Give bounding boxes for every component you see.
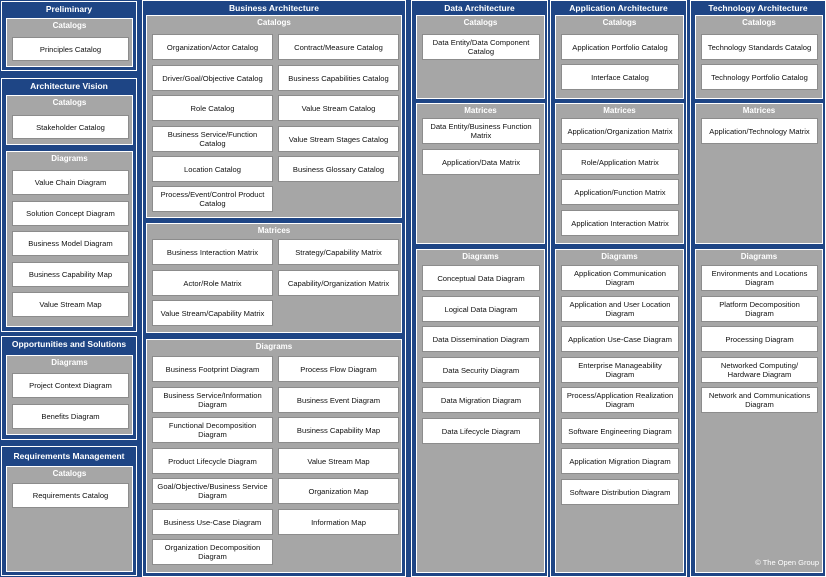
artifact-stakeholder-catalog: Stakeholder Catalog — [12, 115, 129, 139]
artifact-requirements-catalog: Requirements Catalog — [12, 483, 129, 508]
section-title: Matrices — [257, 226, 291, 235]
section-technology-matrices — [695, 103, 823, 244]
artifact-strategy-capability-matrix: Strategy/Capability Matrix — [278, 239, 399, 265]
section-title: Diagrams — [51, 154, 88, 163]
panel-architecture-vision — [1, 78, 137, 332]
section-title: Catalogs — [742, 18, 776, 27]
artifact-business-interaction-matrix: Business Interaction Matrix — [152, 239, 273, 265]
artifact-value-stream-capability-matrix: Value Stream/Capability Matrix — [152, 300, 273, 326]
panel-preliminary — [1, 1, 137, 71]
panel-title-data-architecture: Data Architecture — [444, 3, 515, 13]
artifact-data-entity-business-function-matrix: Data Entity/Business Function Matrix — [422, 118, 540, 144]
artifact-application-function-matrix: Application/Function Matrix — [561, 179, 679, 205]
artifact-value-stream-stages-catalog: Value Stream Stages Catalog — [278, 126, 399, 152]
artifact-business-service-function-catalog: Business Service/Function Catalog — [152, 126, 273, 152]
artifact-software-engineering-diagram: Software Engineering Diagram — [561, 418, 679, 444]
artifact-network-communications-diagram: Network and Communications Diagram — [701, 387, 818, 413]
artifact-platform-decomposition-diagram: Platform Decomposition Diagram — [701, 296, 818, 322]
panel-data-architecture — [411, 0, 548, 577]
artifact-application-technology-matrix: Application/Technology Matrix — [701, 118, 818, 144]
panel-technology-architecture — [690, 0, 826, 577]
artifact-project-context-diagram: Project Context Diagram — [12, 373, 129, 398]
section-title: Matrices — [464, 106, 497, 115]
panel-title-architecture-vision: Architecture Vision — [30, 81, 108, 91]
artifact-environments-locations-diagram: Environments and Locations Diagram — [701, 265, 818, 291]
artifact-interface-catalog: Interface Catalog — [561, 64, 679, 90]
section-title: Catalogs — [463, 18, 498, 27]
artifact-location-catalog: Location Catalog — [152, 156, 273, 182]
artifact-process-application-realization-diagram: Process/Application Realization Diagram — [561, 387, 679, 413]
section-technology-diagrams — [695, 249, 823, 573]
artifact-organization-decomposition-diagram: Organization Decomposition Diagram — [152, 539, 273, 565]
section-vision-catalogs — [6, 95, 133, 145]
panel-title-technology-architecture: Technology Architecture — [708, 3, 808, 13]
artifact-principles-catalog: Principles Catalog — [12, 37, 129, 61]
artifact-application-portfolio-catalog: Application Portfolio Catalog — [561, 34, 679, 60]
artifact-networked-computing-hardware-diagram: Networked Computing/ Hardware Diagram — [701, 357, 818, 383]
panel-title-opportunities-solutions: Opportunities and Solutions — [11, 339, 127, 349]
artifact-conceptual-data-diagram: Conceptual Data Diagram — [422, 265, 540, 291]
section-application-matrices — [555, 103, 684, 244]
artifact-goal-objective-business-service-diagram: Goal/Objective/Business Service Diagram — [152, 478, 273, 504]
artifact-application-use-case-diagram: Application Use-Case Diagram — [561, 326, 679, 352]
section-vision-diagrams — [6, 151, 133, 327]
section-business-diagrams — [146, 339, 402, 573]
artifact-driver-goal-objective-catalog: Driver/Goal/Objective Catalog — [152, 65, 273, 91]
artifact-data-entity-data-component-catalog: Data Entity/Data Component Catalog — [422, 34, 540, 60]
artifact-processing-diagram: Processing Diagram — [701, 326, 818, 352]
artifact-application-migration-diagram: Application Migration Diagram — [561, 448, 679, 474]
artifact-business-capabilities-catalog: Business Capabilities Catalog — [278, 65, 399, 91]
panel-title-preliminary: Preliminary — [45, 4, 93, 14]
artifact-value-stream-catalog: Value Stream Catalog — [278, 95, 399, 121]
artifact-application-interaction-matrix: Application Interaction Matrix — [561, 210, 679, 236]
artifact-organization-map: Organization Map — [278, 478, 399, 504]
artifact-organization-actor-catalog: Organization/Actor Catalog — [152, 34, 273, 60]
artifact-data-migration-diagram: Data Migration Diagram — [422, 387, 540, 413]
section-data-catalogs — [416, 15, 545, 99]
artifact-role-application-matrix: Role/Application Matrix — [561, 149, 679, 175]
section-title: Diagrams — [51, 358, 88, 367]
artifact-business-model-diagram: Business Model Diagram — [12, 231, 129, 256]
section-title: Catalogs — [52, 21, 87, 30]
artifact-technology-standards-catalog: Technology Standards Catalog — [701, 34, 818, 60]
artifact-enterprise-manageability-diagram: Enterprise Manageability Diagram — [561, 357, 679, 383]
artifact-technology-portfolio-catalog: Technology Portfolio Catalog — [701, 64, 818, 90]
section-title: Diagrams — [740, 252, 778, 261]
artifact-contract-measure-catalog: Contract/Measure Catalog — [278, 34, 399, 60]
section-technology-catalogs — [695, 15, 823, 99]
section-application-diagrams — [555, 249, 684, 573]
section-opportunities-diagrams — [6, 355, 133, 435]
panel-opportunities-solutions — [1, 336, 137, 440]
panel-title-business-architecture: Business Architecture — [229, 3, 319, 13]
artifact-application-organization-matrix: Application/Organization Matrix — [561, 118, 679, 144]
artifact-business-glossary-catalog: Business Glossary Catalog — [278, 156, 399, 182]
section-preliminary-catalogs — [6, 18, 133, 67]
artifact-business-service-information-diagram: Business Service/Information Diagram — [152, 387, 273, 413]
artifact-solution-concept-diagram: Solution Concept Diagram — [12, 201, 129, 226]
artifact-business-use-case-diagram: Business Use-Case Diagram — [152, 509, 273, 535]
artifact-product-lifecycle-diagram: Product Lifecycle Diagram — [152, 448, 273, 474]
artifact-value-stream-map: Value Stream Map — [12, 292, 129, 317]
section-business-matrices — [146, 223, 402, 333]
section-title: Catalogs — [257, 18, 291, 27]
section-data-diagrams — [416, 249, 545, 573]
section-title: Catalogs — [52, 469, 87, 478]
section-application-catalogs — [555, 15, 684, 99]
panel-title-application-architecture: Application Architecture — [569, 3, 668, 13]
artifact-business-event-diagram: Business Event Diagram — [278, 387, 399, 413]
section-title: Diagrams — [462, 252, 499, 261]
artifact-role-catalog: Role Catalog — [152, 95, 273, 121]
section-title: Diagrams — [601, 252, 638, 261]
section-data-matrices — [416, 103, 545, 244]
artifact-application-data-matrix: Application/Data Matrix — [422, 149, 540, 175]
artifact-business-footprint-diagram: Business Footprint Diagram — [152, 356, 273, 382]
artifact-functional-decomposition-diagram: Functional Decomposition Diagram — [152, 417, 273, 443]
artifact-data-lifecycle-diagram: Data Lifecycle Diagram — [422, 418, 540, 444]
section-title: Matrices — [742, 106, 776, 115]
section-title: Diagrams — [255, 342, 293, 351]
artifact-software-distribution-diagram: Software Distribution Diagram — [561, 479, 679, 505]
artifact-business-capability-map: Business Capability Map — [12, 262, 129, 287]
panel-application-architecture — [550, 0, 687, 577]
artifact-business-capability-map: Business Capability Map — [278, 417, 399, 443]
panel-title-requirements-management: Requirements Management — [13, 451, 125, 461]
section-title: Catalogs — [602, 18, 637, 27]
artifact-value-chain-diagram: Value Chain Diagram — [12, 170, 129, 195]
panel-business-architecture — [142, 0, 406, 577]
artifact-benefits-diagram: Benefits Diagram — [12, 404, 129, 429]
section-title: Catalogs — [52, 98, 87, 107]
panel-requirements-management — [1, 446, 137, 576]
section-business-catalogs — [146, 15, 402, 218]
artifact-application-user-location-diagram: Application and User Location Diagram — [561, 296, 679, 322]
artifact-process-event-control-product-catalog: Process/Event/Control Product Catalog — [152, 186, 273, 212]
artifact-data-dissemination-diagram: Data Dissemination Diagram — [422, 326, 540, 352]
section-title: Matrices — [603, 106, 636, 115]
section-requirements-catalogs — [6, 466, 133, 572]
artifact-value-stream-map: Value Stream Map — [278, 448, 399, 474]
artifact-process-flow-diagram: Process Flow Diagram — [278, 356, 399, 382]
artifact-actor-role-matrix: Actor/Role Matrix — [152, 270, 273, 296]
copyright-notice: © The Open Group — [755, 558, 819, 567]
artifact-data-security-diagram: Data Security Diagram — [422, 357, 540, 383]
artifact-logical-data-diagram: Logical Data Diagram — [422, 296, 540, 322]
artifact-application-communication-diagram: Application Communication Diagram — [561, 265, 679, 291]
artifact-information-map: Information Map — [278, 509, 399, 535]
artifact-capability-organization-matrix: Capability/Organization Matrix — [278, 270, 399, 296]
